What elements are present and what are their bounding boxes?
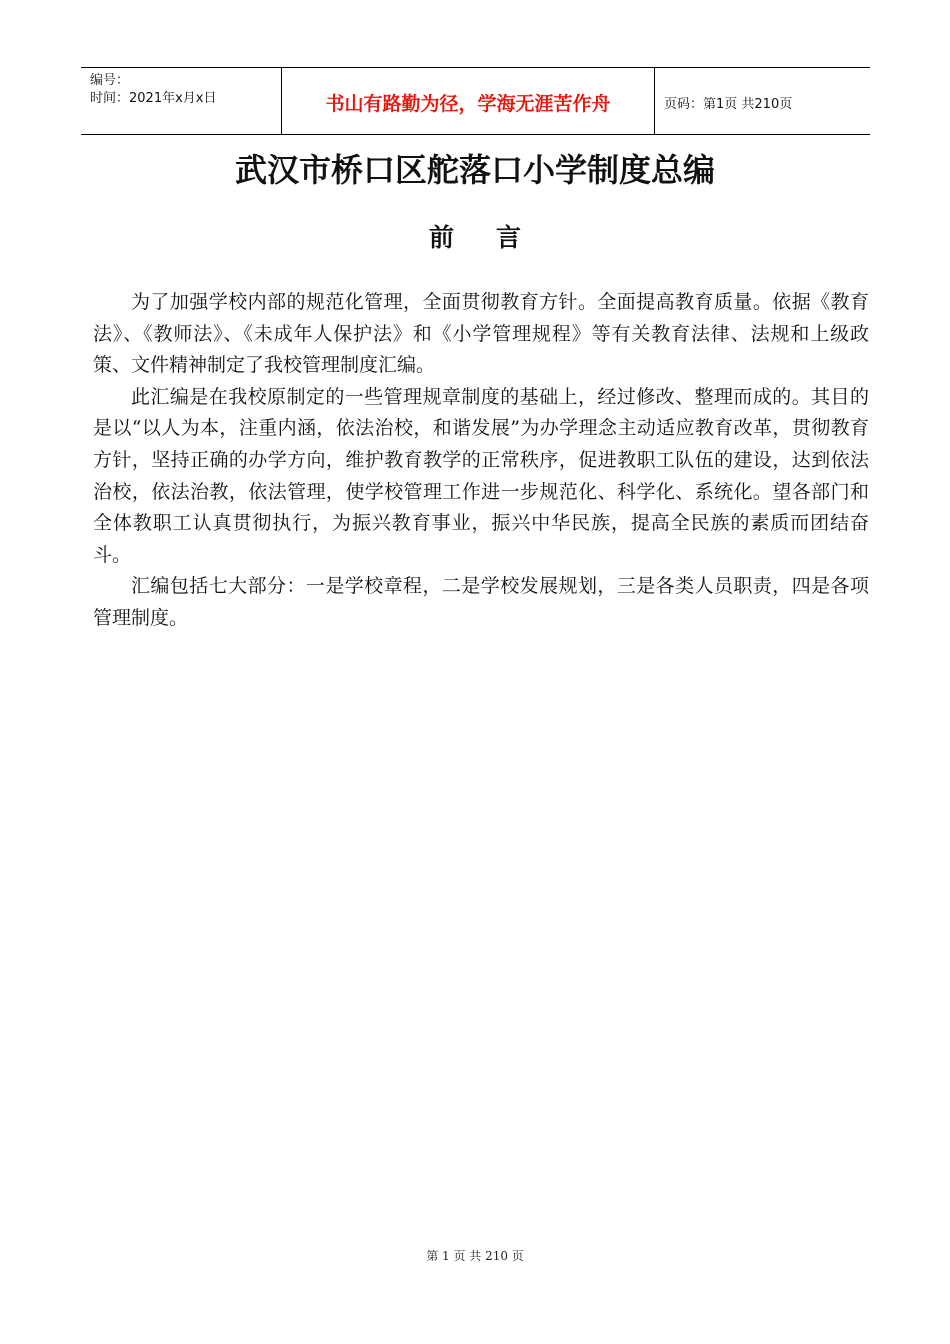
paragraph: 为了加强学校内部的规范化管理，全面贯彻教育方针。全面提高教育质量。依据《教育法》、《教师法》、《未成年人保护法》和《小学管理规程》等有关教育法律、法规和上级政策、文件精神制定了我校管理制度汇编。 xyxy=(93,291,869,377)
paragraph: 汇编包括七大部分：一是学校章程，二是学校发展规划，三是各类人员职责，四是各项管理制度。 xyxy=(93,575,869,629)
section-title: 前言 xyxy=(428,223,563,252)
time-label: 时间：2021年x月x日 xyxy=(90,91,217,106)
header-meta-cell xyxy=(81,68,281,134)
document-header-table xyxy=(81,67,870,135)
document-body xyxy=(93,287,869,635)
page-footer: 第 1 页 共 210 页 xyxy=(426,1249,524,1263)
number-label: 编号： xyxy=(90,73,130,88)
header-page-info: 页码：第1页 共210页 xyxy=(664,96,793,112)
header-motto: 书山有路勤为径，学海无涯苦作舟 xyxy=(281,68,655,134)
paragraph: 此汇编是在我校原制定的一些管理规章制度的基础上，经过修改、整理而成的。其目的是以“以人为本，注重内涵，依法治校，和谐发展”为办学理念主动适应教育改革，贯彻教育方针，坚持正确的办学方向，维护教育教学的正常秩序，促进教职工队伍的建设，达到依法治校，依法治教，依法管理，使学校管理工作进一步规范化、科学化、系统化。望各部门和全体教职工认真贯彻执行，为振兴教育事业，振兴中华民族，提高全民族的素质而团结奋斗。 xyxy=(93,385,869,566)
document-title: 武汉市桥口区舵落口小学制度总编 xyxy=(234,151,715,189)
